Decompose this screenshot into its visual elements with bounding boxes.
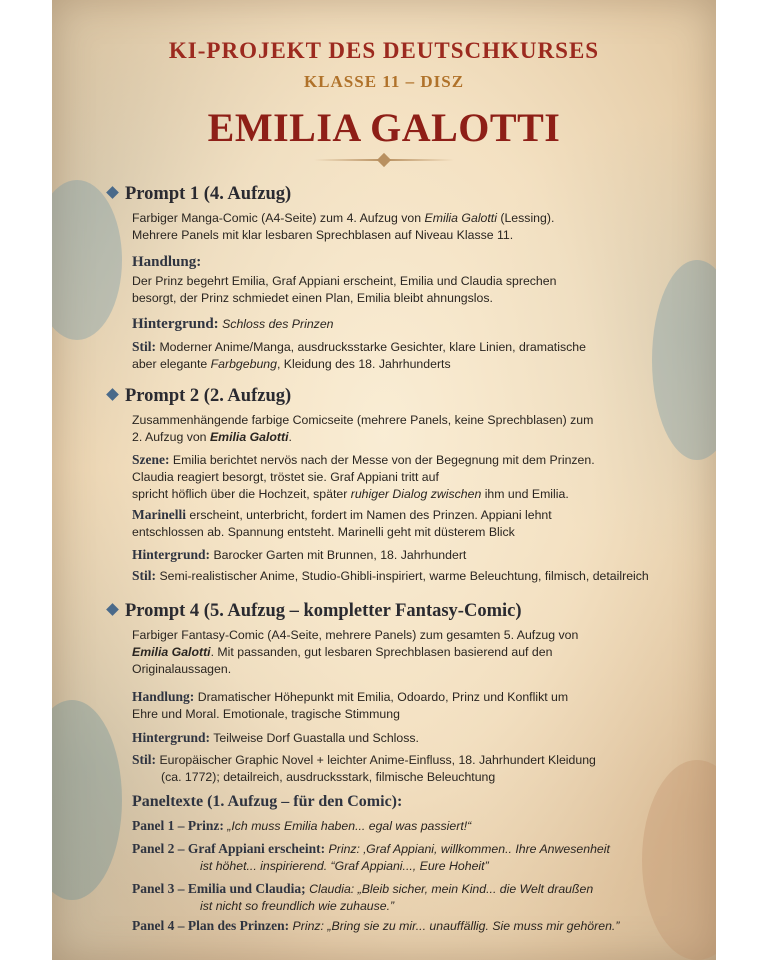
panel-label: Panel 1 – Prinz:	[132, 818, 224, 833]
panel-4-text	[132, 917, 692, 935]
diamond-bullet-icon	[106, 603, 119, 616]
page-title: KI-PROJEKT DES DEUTSCHKURSES	[168, 38, 600, 63]
panel-1-text	[132, 817, 682, 835]
text: spricht höflich über die Hochzeit, später	[132, 487, 351, 501]
work-title: EMILIA GALOTTI	[207, 105, 561, 150]
panel-2-text	[132, 840, 682, 875]
handlung-label: Handlung:	[132, 254, 202, 270]
prompt-1-heading-text: Prompt 1 (4. Aufzug)	[125, 184, 292, 204]
prompt-1-handlung	[132, 273, 682, 307]
panel-label: Panel 4 – Plan des Prinzen:	[132, 918, 290, 933]
text: Emilia Galotti	[132, 645, 211, 659]
prompt-2-marinelli	[132, 506, 682, 541]
text: Europäischer Graphic Novel + leichter Anime-Einfluss, 18. Jahrhundert Kleidung	[159, 753, 596, 767]
text: (Lessing).	[496, 211, 555, 225]
text: Schloss des Prinzen	[222, 317, 334, 331]
prompt-4-heading	[108, 601, 522, 622]
text: Zusammenhängende farbige Comicseite (mehrere Panels, keine Sprechblasen) zum	[132, 413, 594, 427]
hintergrund-label: Hintergrund:	[132, 316, 219, 332]
panel-3-text	[132, 880, 682, 915]
text: Dramatischer Höhepunkt mit Emilia, Odoardo, Prinz und Konflikt um	[197, 690, 569, 704]
text: Teilweise Dorf Guastalla und Schloss.	[213, 731, 419, 745]
text: „Ich muss Emilia haben... egal was passiert!“	[223, 819, 472, 833]
prompt-2-stil	[132, 567, 692, 585]
marinelli-label: Marinelli	[132, 507, 186, 522]
handlung-label: Handlung:	[132, 689, 195, 704]
prompt-4-hintergrund	[132, 729, 682, 747]
watercolor-stain	[52, 700, 122, 900]
prompt-4-handlung	[132, 688, 682, 723]
diamond-bullet-icon	[106, 388, 119, 401]
text: Der Prinz begehrt Emilia, Graf Appiani erscheint, Emilia und Claudia sprechen	[132, 274, 557, 288]
poster-background	[52, 0, 716, 960]
text: Moderner Anime/Manga, ausdrucksstarke Gesichter, klare Linien, dramatische	[159, 340, 586, 354]
szene-label: Szene:	[132, 452, 170, 467]
text: Ehre und Moral. Emotionale, tragische Stimmung	[132, 707, 400, 721]
prompt-4-stil	[132, 751, 682, 786]
hintergrund-label: Hintergrund:	[132, 547, 211, 562]
text: aber elegante	[132, 357, 211, 371]
prompt-2-heading	[108, 386, 291, 407]
text: ihm und Emilia.	[481, 487, 569, 501]
text: , Kleidung des 18. Jahrhunderts	[276, 357, 451, 371]
text: ist nicht so freundlich wie zuhause.”	[200, 899, 395, 913]
text: Barocker Garten mit Brunnen, 18. Jahrhundert	[213, 548, 467, 562]
text: erscheint, unterbricht, fordert im Namen des Prinzen. Appiani lehnt	[186, 508, 552, 522]
hintergrund-label: Hintergrund:	[132, 730, 211, 745]
prompt-2-szene	[132, 451, 682, 503]
text: ruhiger Dialog zwischen	[350, 487, 482, 501]
text: entschlossen ab. Spannung entsteht. Marinelli geht mit düsterem Blick	[132, 525, 515, 539]
prompt-1-hintergrund	[132, 316, 682, 333]
text: Emilia Galotti	[424, 211, 497, 225]
text: ist höhet... inspirierend. “Graf Appiani..., Eure Hoheit”	[200, 859, 489, 873]
text: Claudia: „Bleib sicher, mein Kind... die Welt draußen	[305, 882, 594, 896]
text: Emilia berichtet nervös nach der Messe von der Begegnung mit dem Prinzen.	[172, 453, 595, 467]
text: . Mit passanden, gut lesbaren Sprechblasen basierend auf den	[210, 645, 553, 659]
text: Originalaussagen.	[132, 662, 232, 676]
diamond-bullet-icon	[106, 186, 119, 199]
stil-label: Stil:	[132, 339, 157, 354]
ornament-diamond	[377, 153, 391, 167]
stil-label: Stil:	[132, 752, 157, 767]
text: (ca. 1772); detailreich, ausdrucksstark, filmische Beleuchtung	[161, 770, 496, 784]
text: Prinz: „Bring sie zu mir... unauffällig. Sie muss mir gehören.”	[289, 919, 620, 933]
text: Farbiger Manga-Comic (A4-Seite) zum 4. Aufzug von	[132, 211, 425, 225]
class-subtitle: KLASSE 11 – DISZ	[303, 72, 465, 91]
prompt-4-intro	[132, 627, 682, 678]
text: Claudia reagiert besorgt, tröstet sie. Graf Appiani tritt auf	[132, 470, 439, 484]
prompt-2-heading-text: Prompt 2 (2. Aufzug)	[125, 386, 292, 406]
paneltexte-heading: Paneltexte (1. Aufzug – für den Comic):	[132, 793, 403, 810]
prompt-1-heading	[108, 184, 291, 205]
text: Mehrere Panels mit klar lesbaren Sprechblasen auf Niveau Klasse 11.	[132, 228, 514, 242]
text: Semi-realistischer Anime, Studio-Ghibli-inspiriert, warme Beleuchtung, filmisch, detailreich	[159, 569, 649, 583]
text: besorgt, der Prinz schmiedet einen Plan, Emilia bleibt ahnungslos.	[132, 291, 493, 305]
prompt-4-heading-text: Prompt 4 (5. Aufzug – kompletter Fantasy-Comic)	[125, 601, 522, 621]
panel-label: Panel 2 – Graf Appiani erscheint:	[132, 841, 326, 856]
prompt-2-intro	[132, 412, 682, 446]
text: 2. Aufzug von	[132, 430, 210, 444]
stil-label: Stil:	[132, 568, 157, 583]
text: Farbgebung	[210, 357, 277, 371]
text: Prinz: ‚Graf Appiani, willkommen.. Ihre Anwesenheit	[325, 842, 610, 856]
prompt-1-intro	[132, 210, 682, 244]
prompt-2-hintergrund	[132, 546, 682, 564]
panel-label: Panel 3 – Emilia und Claudia;	[132, 881, 306, 896]
text: Emilia Galotti	[209, 430, 289, 444]
text: .	[288, 430, 292, 444]
text: Farbiger Fantasy-Comic (A4-Seite, mehrere Panels) zum gesamten 5. Aufzug von	[132, 628, 579, 642]
prompt-1-stil	[132, 338, 682, 373]
